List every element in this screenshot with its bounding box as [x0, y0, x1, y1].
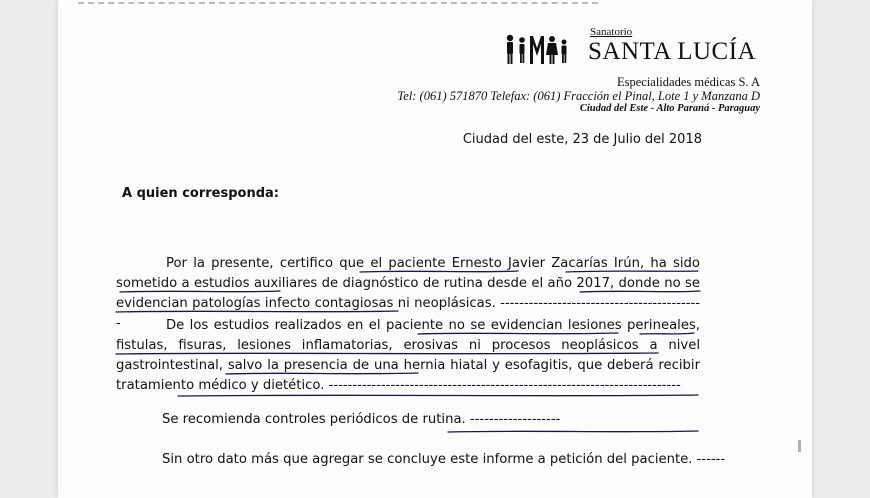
contact-line: Tel: (061) 571870 Telefax: (061) Fracción el Pinal, Lote 1 y Manzana D [397, 89, 760, 103]
logo-subtitle: Sanatorio [590, 26, 633, 38]
underline-controles [448, 431, 698, 432]
family-figures-icon [502, 30, 572, 68]
letter-date: Ciudad del este, 23 de Julio del 2018 [462, 132, 702, 147]
sanatorium-logo [498, 24, 798, 74]
city-line: Ciudad del Este - Alto Paraná - Paraguay [579, 103, 760, 114]
paragraph-findings [116, 316, 700, 396]
paragraph-findings-text: De los estudios realizados en el paciente no se evidencian lesiones perineales, fistulas, fisuras, lesiones inflamatorias, erosivas ni procesos neoplásicos a nivel gastrointestinal, salvo la presencia de una hernia hiatal y esofagitis, que deberá recibir tratamiento médico y dietético. -------------------------------------------------------------------------- [116, 318, 700, 393]
paragraph-recommendation: Se recomienda controles periódicos de rutina. ------------------- [162, 412, 561, 427]
scan-side-mark [798, 440, 801, 452]
scan-edge-marks [78, 2, 598, 12]
specialty-line: Especialidades médicas S. A [616, 75, 760, 89]
paragraph-conclusion: Sin otro dato más que agregar se concluye este informe a petición del paciente. ------ [162, 452, 726, 467]
salutation: A quien corresponda: [122, 186, 279, 201]
letter-page [58, 0, 812, 498]
logo-name: SANTA LUCÍA [588, 38, 757, 65]
paragraph-certification-text: Por la presente, certifico que el paciente Ernesto Javier Zacarías Irún, ha sido sometido a estudios auxiliares de diagnóstico de rutina desde el año 2017, donde no se evidencian patologías infecto contagiosas ni neoplásicas. ------------------------------------------- [116, 256, 700, 331]
